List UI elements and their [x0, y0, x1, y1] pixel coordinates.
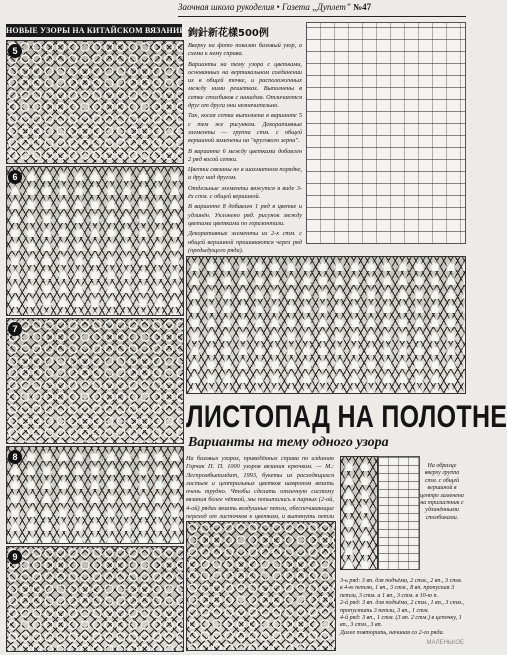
intro-paragraph: Цветки связаны не в шахматном порядке, а друг над другом. [188, 166, 302, 182]
lace-sample-small [340, 456, 378, 570]
lace-photo-large [186, 256, 466, 394]
intro-text [188, 42, 302, 252]
row-note: Далее повторить, начиная со 2-го ряда. [340, 629, 445, 636]
intro-paragraph: В варианте 6 между цветками добавлен 2 ряд косой сетки. [188, 147, 302, 163]
page-number: №47 [353, 2, 372, 12]
pattern-number-badge: 9 [8, 550, 22, 564]
left-top-banner: НОВЫЕ УЗОРЫ НА КИТАЙСКОМ ВЯЗАНИИ [6, 26, 186, 35]
lace-photo-6 [6, 166, 184, 316]
newspaper-header [178, 2, 466, 17]
lace-photo-7 [6, 318, 184, 444]
article-body [186, 455, 334, 521]
body-paragraph: На базовых узорах, приведённых справа по изданию Горчак П. П. 1000 узоров вязания крючком. — М.: Легпромбытиздат, 1993, букеты из расходящихся листьев и центральных цветков шевроном вязать очень трудно. Чтобы сделать отличную систему вязания более чёткой, мы попытались в парных (2-ой, 4-ой) рядах вязать воздушные петли, обеспечивающие переход от листочков к цветкам, и вытянуть петли [186, 455, 334, 521]
lace-photo-5 [6, 40, 184, 164]
intro-paragraph: В варианте 8 добавлен 1 ряд в цветке и удлинён. Уклонено ряд. рисунок между цветами цветками по горизонтали. [188, 203, 302, 227]
article-subtitle: Варианты на тему одного узора [188, 435, 389, 450]
lace-photo-9 [6, 546, 184, 652]
pattern-number-badge: 7 [8, 322, 22, 336]
crochet-chart-base [306, 22, 466, 244]
pattern-number-badge: 5 [8, 44, 22, 58]
crochet-chart-small [378, 456, 420, 570]
sample-note: На образце вверху группа стм. с общей вершиной в центре заменена на трилистник с удлинёнными столбиками. [420, 463, 464, 521]
intro-paragraph: Варианты на тему узора с цветками, основанных на вертикальном соединении их в общей точке, и расположенных между ними решетках. Выполнены в сетке столбиков с накидом. Отличаются друг от друга они незначительно. [188, 60, 302, 110]
header-title: Заочная школа рукоделия • Газета „Дуплет” [178, 2, 351, 12]
row-note: 3-ь ряд: 3 вп. для подъёма, 2 стм., 2 вп., 3 стм. в 4-ю петлю, 1 вп., 3 стм., 8 вп. пропуская 3 петли, 3 стм. и 1 вп., 3 стм. в 10-ю п. [340, 578, 463, 599]
chinese-book-banner: 鉤針新花樣500例 [188, 28, 269, 39]
intro-paragraph: Отдельные элементы вяжутся в виде 3-ёх стм. с общей вершиной. [188, 184, 302, 201]
row-note: 4-й ряд: 3 вп., 1 стм. (3 вп. 2 стм.) в цепочку, 1 вп., 3 стм., 3 вп. [340, 615, 462, 629]
row-note: 2-й ряд: 3 вп. для подъёма, 2 стм., 1 вп., 3 стм., пропустить 3 петли, 3 вп., 1 стм. [340, 600, 464, 614]
row-instructions [340, 578, 464, 648]
intro-paragraph: Декоративные элементы из 2-х стм. с общей вершиной пришиваются через ряд (предыдущего ряда). [188, 230, 302, 254]
logo-watermark: МАЛЕНЬКОЕ [426, 640, 464, 646]
intro-paragraph: Так, косая сетка выполнена в варианте 5 с тем же рисунком. Декоративные элементы — группа стм. с общей вершиной заменены на "кругового зерна". [188, 112, 302, 145]
lace-photo-8 [6, 446, 184, 544]
lace-photo-bottom [186, 521, 336, 651]
article-title: ЛИСТОПАД НА ПОЛОТНЕ [186, 399, 507, 435]
pattern-number-badge: 8 [8, 450, 22, 464]
intro-paragraph: Вверху на фото показан базовый узор, а схема к нему справа. [188, 42, 302, 58]
pattern-number-badge: 6 [8, 170, 22, 184]
